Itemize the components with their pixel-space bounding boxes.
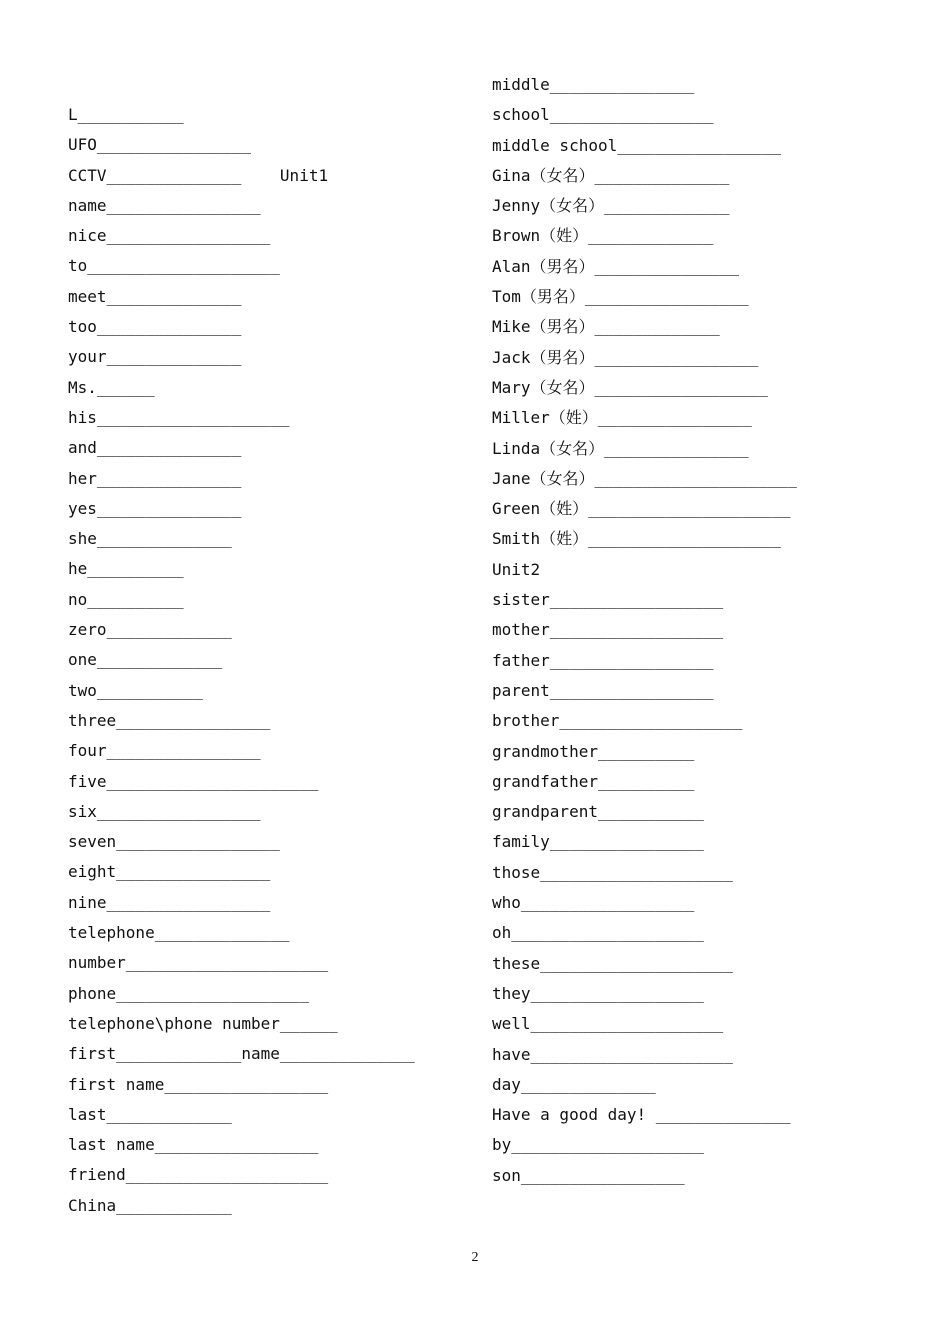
vocabulary-line: grandmother__________ xyxy=(492,741,695,761)
vocabulary-line: her_______________ xyxy=(68,468,242,488)
vocabulary-line: Unit2 xyxy=(492,559,541,579)
vocabulary-line: who__________________ xyxy=(492,893,695,913)
vocabulary-line: family________________ xyxy=(492,832,704,852)
right-vocabulary-column xyxy=(492,70,912,1191)
vocabulary-line: China____________ xyxy=(68,1195,232,1215)
vocabulary-line: have_____________________ xyxy=(492,1044,733,1064)
vocabulary-line: your______________ xyxy=(68,347,242,367)
vocabulary-line: Smith（姓）____________________ xyxy=(492,529,781,549)
vocabulary-line: no__________ xyxy=(68,589,184,609)
vocabulary-line: grandfather__________ xyxy=(492,771,695,791)
vocabulary-line: eight________________ xyxy=(68,862,271,882)
vocabulary-line: Jane（女名）_____________________ xyxy=(492,468,797,488)
vocabulary-line: Miller（姓）________________ xyxy=(492,408,752,428)
vocabulary-line: brother___________________ xyxy=(492,711,743,731)
vocabulary-line: Alan（男名）_______________ xyxy=(492,256,740,276)
vocabulary-line: middle_______________ xyxy=(492,75,695,94)
vocabulary-line: meet______________ xyxy=(68,286,242,306)
vocabulary-line: Tom（男名）_________________ xyxy=(492,287,749,307)
vocabulary-line: mother__________________ xyxy=(492,620,724,640)
vocabulary-line: Brown（姓）_____________ xyxy=(492,226,714,246)
vocabulary-line: Gina（女名）______________ xyxy=(492,165,730,185)
vocabulary-line: first name_________________ xyxy=(68,1074,329,1094)
vocabulary-line: his____________________ xyxy=(68,407,290,427)
vocabulary-line: parent_________________ xyxy=(492,680,714,700)
vocabulary-line: three________________ xyxy=(68,710,271,730)
vocabulary-line: they__________________ xyxy=(492,983,704,1003)
vocabulary-line: father_________________ xyxy=(492,650,714,670)
vocabulary-line: grandparent___________ xyxy=(492,802,704,822)
vocabulary-line: these____________________ xyxy=(492,953,733,973)
vocabulary-line: last name_________________ xyxy=(68,1135,319,1155)
vocabulary-line: six_________________ xyxy=(68,801,261,821)
vocabulary-line: number_____________________ xyxy=(68,953,329,973)
page-number: 2 xyxy=(471,1250,479,1265)
left-vocabulary-column xyxy=(68,100,468,1221)
vocabulary-line: five______________________ xyxy=(68,771,319,791)
vocabulary-line: one_____________ xyxy=(68,650,223,670)
vocabulary-line: well____________________ xyxy=(492,1014,724,1034)
vocabulary-line: Have a good day! ______________ xyxy=(492,1105,791,1125)
vocabulary-line: he__________ xyxy=(68,559,184,579)
vocabulary-line: UFO________________ xyxy=(68,135,252,155)
vocabulary-line: Jack（男名）_________________ xyxy=(492,347,759,367)
vocabulary-line: two___________ xyxy=(68,680,203,700)
vocabulary-line: school_________________ xyxy=(492,105,714,125)
vocabulary-line: phone____________________ xyxy=(68,983,309,1003)
vocabulary-line: yes_______________ xyxy=(68,498,242,518)
vocabulary-line: CCTV______________ Unit1 xyxy=(68,165,329,185)
vocabulary-line: friend_____________________ xyxy=(68,1165,329,1185)
vocabulary-line: Mary（女名）__________________ xyxy=(492,377,768,397)
vocabulary-line: L___________ xyxy=(68,105,184,124)
vocabulary-line: middle school_________________ xyxy=(492,135,781,155)
vocabulary-line: Linda（女名）_______________ xyxy=(492,438,749,458)
vocabulary-line: she______________ xyxy=(68,529,232,549)
vocabulary-line: by____________________ xyxy=(492,1135,704,1155)
vocabulary-line: those____________________ xyxy=(492,862,733,882)
vocabulary-line: telephone______________ xyxy=(68,923,290,943)
vocabulary-line: last_____________ xyxy=(68,1104,232,1124)
vocabulary-line: to____________________ xyxy=(68,256,280,276)
vocabulary-line: and_______________ xyxy=(68,438,242,458)
vocabulary-line: zero_____________ xyxy=(68,620,232,640)
vocabulary-line: nine_________________ xyxy=(68,892,271,912)
vocabulary-line: Jenny（女名）_____________ xyxy=(492,196,730,216)
vocabulary-line: son_________________ xyxy=(492,1165,685,1185)
vocabulary-line: first_____________name______________ xyxy=(68,1044,415,1064)
vocabulary-line: four________________ xyxy=(68,741,261,761)
vocabulary-line: day______________ xyxy=(492,1074,656,1094)
vocabulary-line: Green（姓）_____________________ xyxy=(492,499,791,519)
vocabulary-line: name________________ xyxy=(68,195,261,215)
vocabulary-line: Ms.______ xyxy=(68,377,155,397)
vocabulary-line: nice_________________ xyxy=(68,226,271,246)
vocabulary-line: Mike（男名）_____________ xyxy=(492,317,720,337)
vocabulary-line: too_______________ xyxy=(68,317,242,337)
vocabulary-line: oh____________________ xyxy=(492,923,704,943)
vocabulary-line: telephone\phone number______ xyxy=(68,1013,338,1033)
vocabulary-line: seven_________________ xyxy=(68,832,280,852)
vocabulary-line: sister__________________ xyxy=(492,590,724,610)
